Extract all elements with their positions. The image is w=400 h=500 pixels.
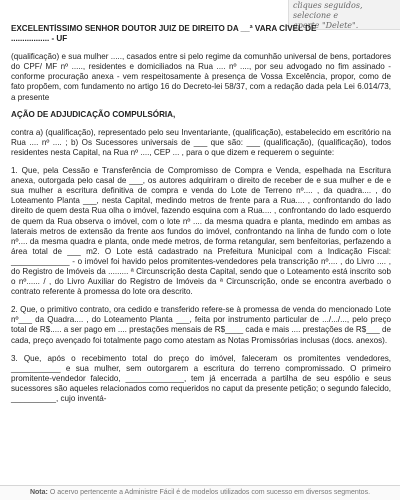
footer-note-label: Nota:: [29, 489, 48, 496]
intro-paragraph: (qualificação) e sua mulher ....., casados entre si pelo regime da comunhão universal de bens, portadores do CPF/ MF nº ....., residentes e domiciliados na Rua .... nº ...., por seu advogado no fim assinado - conforme procuração anexa - vem respeitosamente à presença de Vossa Excelência, propor, como de fato propõem, com fundamento no artigo 16 do Decreto-lei 58/37, com a redação dada pela Lei 6.014/73, a presente: [11, 52, 391, 102]
action-title: AÇÃO DE ADJUDICAÇÃO COMPULSÓRIA,: [11, 109, 176, 119]
footer-note-text: O acervo pertencente a Administre Fácil é de modelos utilizados com sucesso em diversos segmentos.: [49, 489, 371, 496]
footer-note: [0, 485, 400, 500]
parties-paragraph: contra a) (qualificação), representado pelo seu Inventariante, (qualificação), estabelecido em escritório na Rua .... nº .... ; b) Os Sucessores universais de ___ que são: ___ (qualificação), (qualificação), todos residentes nesta Capital, na Rua nº ...., CEP ... , para o que dizem e requerem o seguinte:: [11, 127, 391, 157]
hint-line-2: aperte "Delete".: [293, 21, 359, 30]
hint-line-1: cliques seguidos, selecione e: [293, 1, 363, 20]
item-1-paragraph: 1. Que, pela Cessão e Transferência de Compromisso de Compra e Venda, espelhada na Escritura anexa, outorgada pelo casal de ___, os autores adquiriram o direito de receber de e sua mulher e de e sua mulher a escritura definitiva de compra e venda do Lote de Terreno nº.... , da quadra.... , do Loteamento Planta ___, nesta Capital, medindo metros de frente para a Rua.... , confrontando do lado direito de quem desta Rua olha o imóvel, fazendo esquina com a Rua.... , confrontando do lado esquerdo de quem da Rua observa o imóvel, com o lote nº .... da mesma quadra e planta, medindo em ambas as laterais metros de extensão da frente aos fundos do imóvel, confrontando na linha de fundo com o lote nº.... da mesma quadra e planta, onde mede metros, de forma retangular, sem benfeitorias, perfazendo a área total de ___ m2. O Lote está cadastrado na Prefeitura Municipal com a Indicação Fiscal: _____________ - o imóvel foi havido pelos promitentes-vendedores pela transcrição nº.... , do Livro .... , do Registro de Imóveis da ......... ª Circunscrição desta Capital, sendo que o Loteamento está inscrito sob o nº...... / , do Livro Auxiliar do Registro de Imóveis da ª Circunscrição, onde se encontra averbado o contrato referente à promessa do lote ora descrito.: [11, 166, 391, 297]
document-heading-line-1: EXCELENTÍSSIMO SENHOR DOUTOR JUIZ DE DIREITO DA __ª VARA CÍVEL DE: [11, 24, 317, 33]
document-heading-line-2: ................. - UF: [11, 34, 68, 44]
item-2-paragraph: 2. Que, o primitivo contrato, ora cedido e transferido refere-se à promessa de venda do mencionado Lote nº___ da Quadra.... , do Loteamento Planta ___, feita por instrumento particular de .../.../..., pelo preço total de R$..... a ser pago em .... prestações mensais de R$____ cada e mais .... prestações de R$___ de cada, preço avençado foi totalmente pago como atestam as Notas Promissórias inclusas (docs. anexos).: [11, 305, 391, 345]
document-body: [0, 24, 400, 484]
item-3-paragraph: 3. Que, após o recebimento total do preço do imóvel, faleceram os promitentes vendedores, ___________ e sua mulher, sem outorgarem a escritura do terreno compromissado. O primeiro promitente-vendedor falecido, _____________, tem já encerrada a partilha de seu espólio e seus sucessores são aqueles relacionados como requeridos no caput da presente petição; o segundo falecido, __________, cujo inventá-: [11, 353, 391, 403]
